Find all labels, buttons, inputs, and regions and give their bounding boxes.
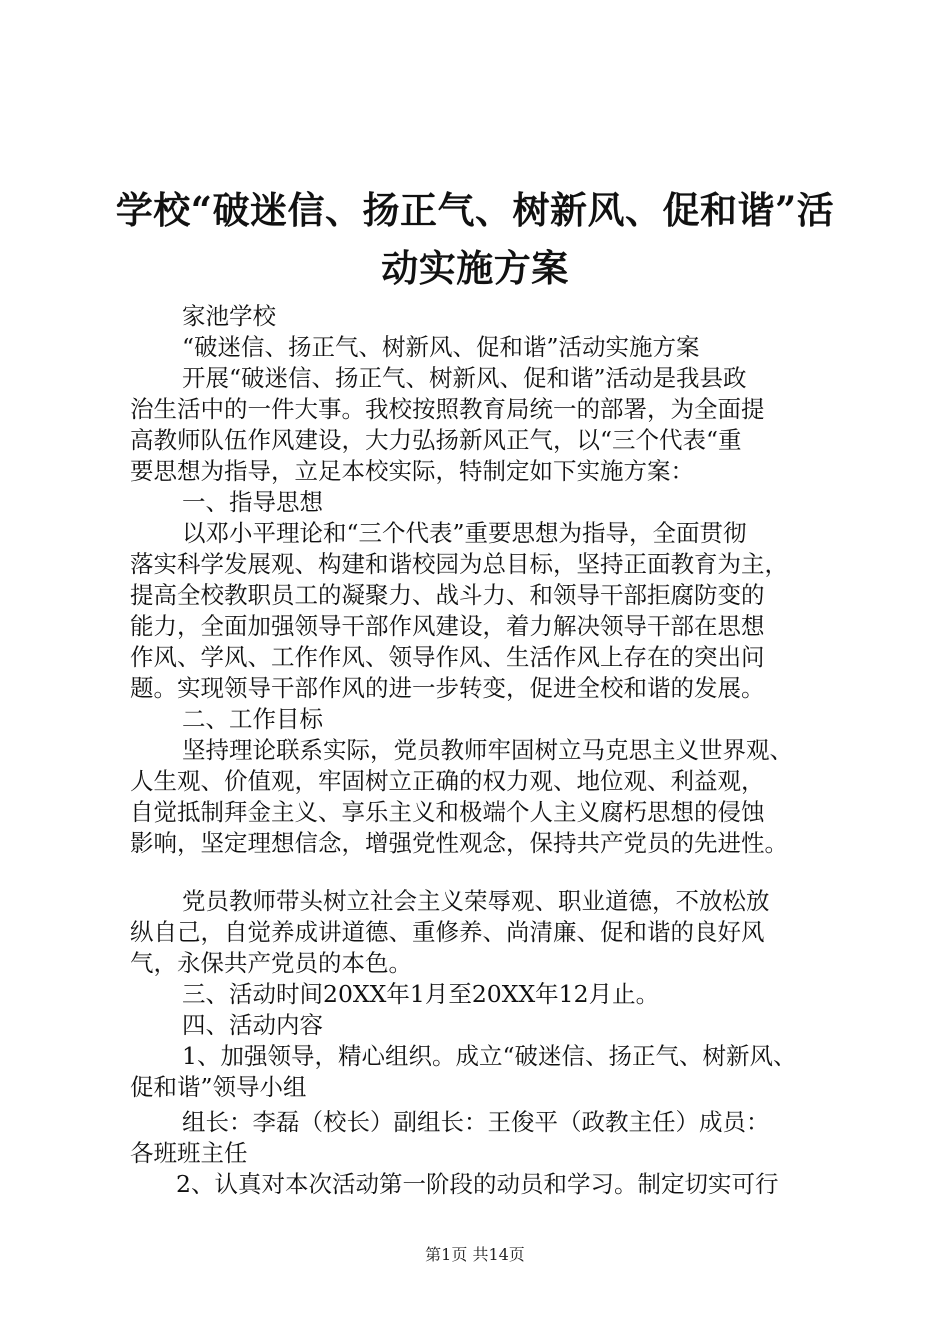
paragraph-line: 治生活中的一件大事。我校按照教育局统一的部署，为全面提 — [130, 395, 765, 423]
document-title-line-2: 动实施方案 — [381, 246, 569, 290]
paragraph-line: 自觉抵制拜金主义、享乐主义和极端个人主义腐朽思想的侵蚀 — [130, 798, 765, 826]
paragraph-line: 促和谐”领导小组 — [130, 1073, 307, 1101]
paragraph-line: 以邓小平理论和“三个代表”重要思想为指导，全面贯彻 — [182, 519, 747, 547]
section-heading: 一、指导思想 — [182, 488, 323, 516]
paragraph-line: 组长：李磊（校长）副组长：王俊平（政教主任）成员： — [182, 1108, 770, 1136]
paragraph-line: 能力，全面加强领导干部作风建设，着力解决领导干部在思想 — [130, 612, 765, 640]
paragraph-line: 2、认真对本次活动第一阶段的动员和学习。制定切实可行 — [176, 1170, 779, 1198]
paragraph-line: 落实科学发展观、构建和谐校园为总目标，坚持正面教育为主， — [130, 550, 788, 578]
paragraph-line: 题。实现领导干部作风的进一步转变，促进全校和谐的发展。 — [130, 674, 765, 702]
paragraph-line: 开展“破迷信、扬正气、树新风、促和谐”活动是我县政 — [182, 364, 747, 392]
document-body — [130, 301, 852, 1200]
paragraph-line: 高教师队伍作风建设，大力弘扬新风正气，以“三个代表“重 — [130, 426, 742, 454]
section-heading: 四、活动内容 — [182, 1011, 323, 1039]
section-heading: 二、工作目标 — [182, 705, 323, 733]
paragraph-line: 坚持理论联系实际，党员教师牢固树立马克思主义世界观、 — [182, 736, 793, 764]
paragraph-line: 要思想为指导，立足本校实际，特制定如下实施方案： — [130, 457, 694, 485]
paragraph-line: 气，永保共产党员的本色。 — [130, 949, 412, 977]
school-name: 家池学校 — [182, 302, 276, 330]
paragraph-line: 作风、学风、工作作风、领导作风、生活作风上存在的突出问 — [130, 643, 765, 671]
paragraph-gap — [130, 859, 852, 886]
paragraph-line: 各班班主任 — [130, 1139, 248, 1167]
paragraph-line: 纵自己，自觉养成讲道德、重修养、尚清廉、促和谐的良好风 — [130, 918, 765, 946]
paragraph-line: 党员教师带头树立社会主义荣辱观、职业道德，不放松放 — [182, 887, 770, 915]
document-title-line-1: 学校“破迷信、扬正气、树新风、促和谐”活 — [115, 188, 835, 232]
paragraph-line: 1、加强领导，精心组织。成立“破迷信、扬正气、树新风、 — [182, 1042, 797, 1070]
paragraph-line: 人生观、价值观，牢固树立正确的权力观、地位观、利益观， — [130, 767, 765, 795]
paragraph-line: 提高全校教职员工的凝聚力、战斗力、和领导干部拒腐防变的 — [130, 581, 765, 609]
subtitle-line: “破迷信、扬正气、树新风、促和谐”活动实施方案 — [182, 333, 700, 361]
paragraph-line: 影响，坚定理想信念，增强党性观念，保持共产党员的先进性。 — [130, 829, 788, 857]
page-number: 第1页 共14页 — [425, 1245, 525, 1264]
section-heading: 三、活动时间20XX年1月至20XX年12月止。 — [182, 980, 660, 1008]
